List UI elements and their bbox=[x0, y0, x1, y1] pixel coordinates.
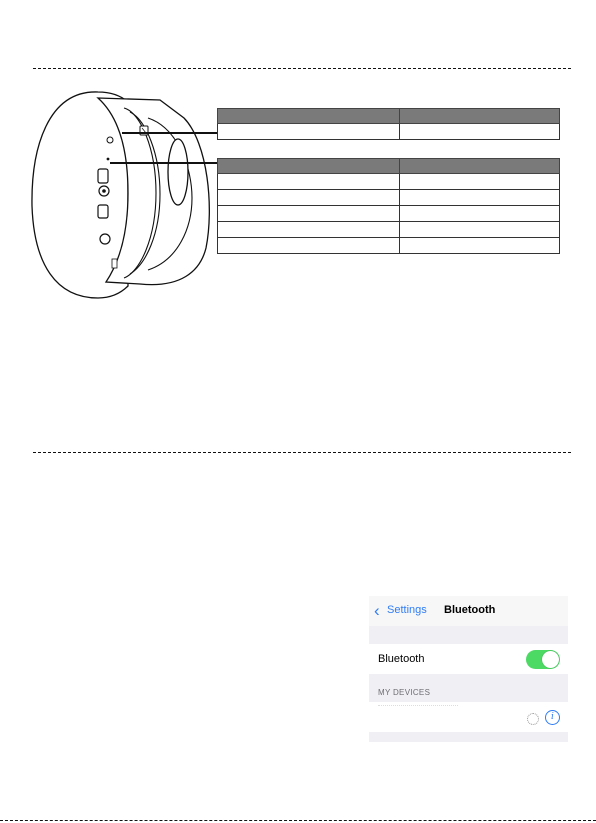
table-cell bbox=[218, 174, 400, 190]
ios-bluetooth-settings-screenshot bbox=[369, 596, 568, 742]
toggle-knob bbox=[542, 651, 559, 668]
table-row bbox=[218, 174, 560, 190]
device-list-item[interactable] bbox=[369, 702, 568, 732]
chevron-left-icon[interactable]: ‹ bbox=[374, 601, 380, 620]
table-row bbox=[218, 238, 560, 254]
callout-line-indicator bbox=[110, 162, 217, 164]
bluetooth-label: Bluetooth bbox=[378, 653, 425, 665]
table-cell bbox=[400, 206, 560, 222]
table-cell bbox=[400, 124, 560, 140]
table-cell bbox=[218, 222, 400, 238]
callout-line-buttons bbox=[122, 132, 217, 134]
table-header-row bbox=[218, 159, 560, 174]
page-title: Bluetooth bbox=[444, 604, 496, 616]
table-row bbox=[218, 222, 560, 238]
table-header-cell bbox=[218, 159, 400, 174]
back-settings-link[interactable]: Settings bbox=[387, 604, 427, 616]
info-icon[interactable]: i bbox=[545, 710, 560, 725]
indicator-table bbox=[217, 158, 560, 254]
bluetooth-toggle-row bbox=[369, 644, 568, 674]
table-cell bbox=[218, 238, 400, 254]
table-cell bbox=[400, 174, 560, 190]
ios-nav-bar bbox=[369, 596, 568, 626]
table-header-row bbox=[218, 109, 560, 124]
table-header-cell bbox=[218, 109, 400, 124]
table-header-cell bbox=[400, 159, 560, 174]
table-cell bbox=[400, 238, 560, 254]
table-cell bbox=[218, 190, 400, 206]
table-cell bbox=[218, 124, 400, 140]
my-devices-section-header: MY DEVICES bbox=[378, 688, 431, 697]
table-cell bbox=[400, 190, 560, 206]
buttons-table bbox=[217, 108, 560, 140]
bluetooth-toggle-switch[interactable] bbox=[526, 650, 560, 669]
table-row bbox=[218, 206, 560, 222]
bottom-section-divider bbox=[0, 820, 596, 821]
device-name-placeholder bbox=[378, 705, 458, 709]
table-header-cell bbox=[400, 109, 560, 124]
connecting-spinner-icon bbox=[527, 713, 539, 725]
table-cell bbox=[218, 206, 400, 222]
table-row bbox=[218, 124, 560, 140]
table-row bbox=[218, 190, 560, 206]
headphone-earcup-illustration bbox=[28, 88, 218, 302]
top-section-divider bbox=[33, 68, 571, 69]
table-cell bbox=[400, 222, 560, 238]
middle-section-divider bbox=[33, 452, 571, 453]
